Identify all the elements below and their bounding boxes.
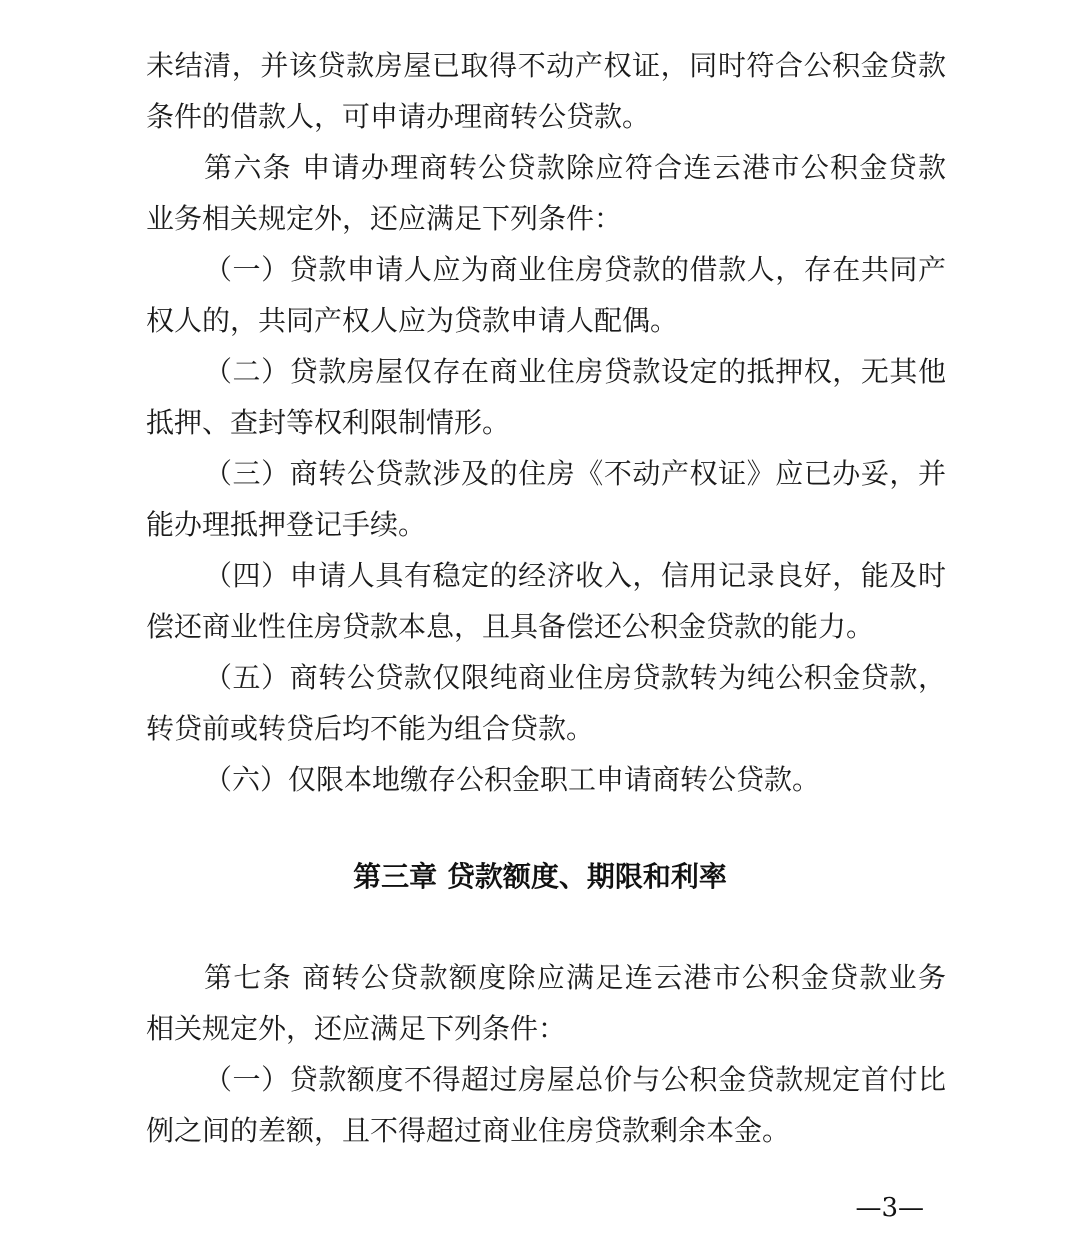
clause-3-line: （三）商转公贷款涉及的住房《不动产权证》应已办妥，并 — [204, 457, 946, 490]
body-text-section-1 — [146, 40, 946, 805]
text-line: 相关规定外，还应满足下列条件： — [146, 1012, 567, 1045]
text-line: 条件的借款人，可申请办理商转公贷款。 — [146, 100, 651, 133]
chapter-heading: 第三章 贷款额度、期限和利率 — [353, 860, 727, 893]
clause-6-line: （六）仅限本地缴存公积金职工申请商转公贷款。 — [204, 763, 821, 796]
clause-1-line: （一）贷款申请人应为商业住房贷款的借款人，存在共同产 — [204, 253, 946, 286]
article-6-line: 第六条 申请办理商转公贷款除应符合连云港市公积金贷款 — [204, 151, 946, 184]
text-line: 业务相关规定外，还应满足下列条件： — [146, 202, 623, 235]
text-line: 能办理抵押登记手续。 — [146, 508, 427, 541]
text-line: 抵押、查封等权利限制情形。 — [146, 406, 511, 439]
text-line: 权人的，共同产权人应为贷款申请人配偶。 — [146, 304, 679, 337]
clause-2-line: （二）贷款房屋仅存在商业住房贷款设定的抵押权，无其他 — [204, 355, 946, 388]
text-line: 例之间的差额，且不得超过商业住房贷款剩余本金。 — [146, 1114, 791, 1147]
clause-4-line: （四）申请人具有稳定的经济收入，信用记录良好，能及时 — [204, 559, 946, 592]
body-text-section-2 — [146, 952, 946, 1156]
text-line: 转贷前或转贷后均不能为组合贷款。 — [146, 712, 595, 745]
clause-5-line: （五）商转公贷款仅限纯商业住房贷款转为纯公积金贷款， — [204, 661, 946, 694]
article-7-line: 第七条 商转公贷款额度除应满足连云港市公积金贷款业务 — [204, 961, 946, 994]
text-line: 偿还商业性住房贷款本息，且具备偿还公积金贷款的能力。 — [146, 610, 875, 643]
page-number: —3— — [855, 1193, 924, 1223]
text-line: 未结清，并该贷款房屋已取得不动产权证，同时符合公积金贷款 — [146, 49, 946, 82]
clause-1-line: （一）贷款额度不得超过房屋总价与公积金贷款规定首付比 — [204, 1063, 946, 1096]
